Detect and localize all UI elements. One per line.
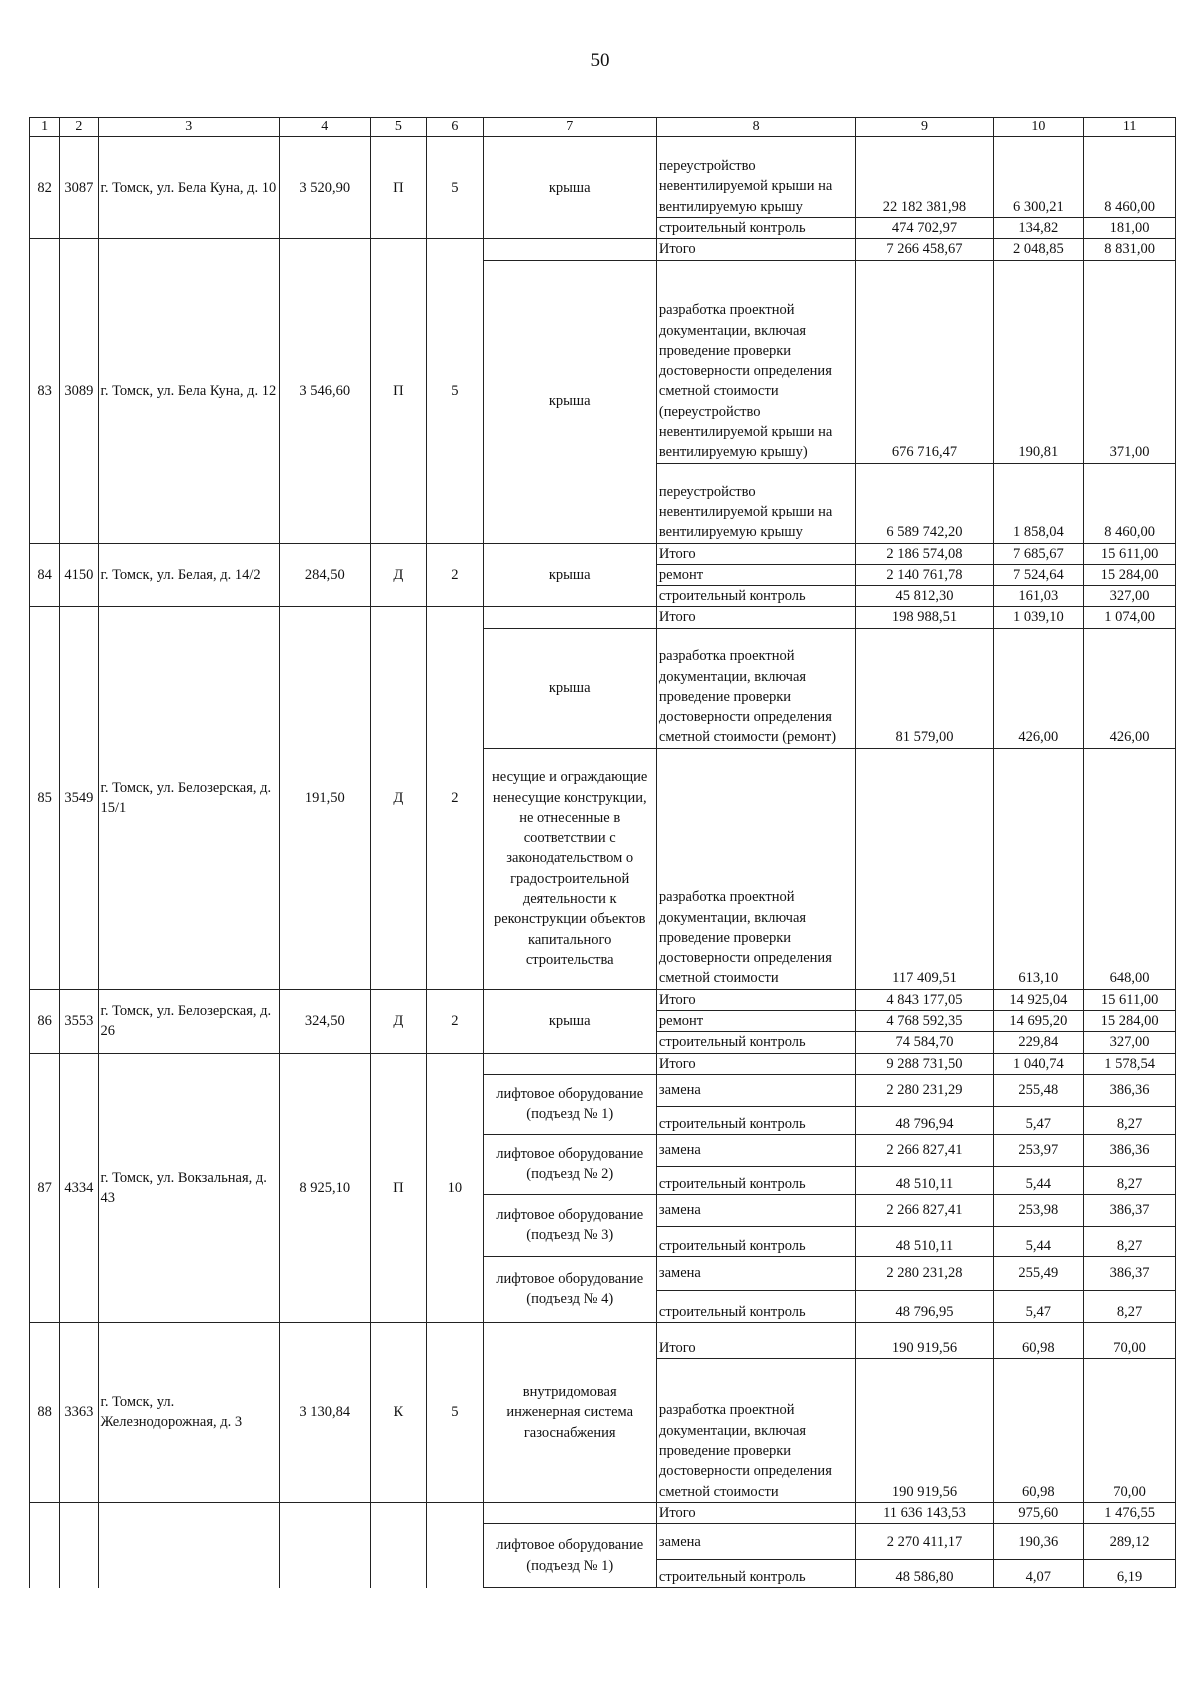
max-unit-cost: 648,00 — [1084, 748, 1176, 989]
house-code: 4334 — [60, 1053, 98, 1322]
max-unit-cost: 70,00 — [1084, 1322, 1176, 1358]
row-number: 82 — [30, 137, 60, 239]
empty-cell — [483, 1053, 656, 1074]
unit-cost: 161,03 — [993, 586, 1084, 607]
total-label: Итого — [656, 543, 856, 564]
col-header: 11 — [1084, 118, 1176, 137]
structural-element: крыша — [483, 989, 656, 1053]
house-code: 4150 — [60, 543, 98, 607]
cost: 4 768 592,35 — [856, 1011, 993, 1032]
floors: 5 — [427, 239, 483, 543]
cost: 2 266 827,41 — [856, 1194, 993, 1226]
cost: 22 182 381,98 — [856, 137, 993, 218]
total-label: Итого — [656, 239, 856, 260]
floors: 10 — [427, 1053, 483, 1322]
max-unit-cost: 8,27 — [1084, 1166, 1176, 1194]
max-unit-cost: 15 284,00 — [1084, 564, 1176, 585]
work-type: разработка проектной документации, включая проведение проверки достоверности определения сметной стоимости — [656, 748, 856, 989]
house-code: 3089 — [60, 239, 98, 543]
max-unit-cost: 327,00 — [1084, 586, 1176, 607]
empty-cell — [60, 1502, 98, 1587]
table-row — [30, 989, 1176, 1010]
max-unit-cost: 289,12 — [1084, 1524, 1176, 1560]
cost: 2 270 411,17 — [856, 1524, 993, 1560]
address: г. Томск, ул. Железнодорожная, д. 3 — [98, 1322, 279, 1502]
structural-element: крыша — [483, 260, 656, 543]
structural-element: внутридомовая инженерная система газоснабжения — [483, 1322, 656, 1502]
unit-cost: 190,36 — [993, 1524, 1084, 1560]
floors: 2 — [427, 607, 483, 989]
max-unit-cost: 8,27 — [1084, 1226, 1176, 1256]
empty-cell — [370, 1502, 426, 1587]
work-type: замена — [656, 1194, 856, 1226]
empty-cell — [30, 1502, 60, 1587]
row-number: 85 — [30, 607, 60, 989]
work-type: разработка проектной документации, включая проведение проверки достоверности определения сметной стоимости — [656, 1358, 856, 1502]
total-label: Итого — [656, 607, 856, 628]
wall-material: Д — [370, 543, 426, 607]
house-code: 3553 — [60, 989, 98, 1053]
table-row — [30, 137, 1176, 218]
total-label: Итого — [656, 1502, 856, 1523]
wall-material: Д — [370, 607, 426, 989]
cost: 2 280 231,28 — [856, 1256, 993, 1290]
empty-cell — [98, 1502, 279, 1587]
unit-cost: 60,98 — [993, 1322, 1084, 1358]
table-row — [30, 607, 1176, 628]
unit-cost: 7 685,67 — [993, 543, 1084, 564]
col-header: 2 — [60, 118, 98, 137]
max-unit-cost: 386,36 — [1084, 1134, 1176, 1166]
address: г. Томск, ул. Белая, д. 14/2 — [98, 543, 279, 607]
cost: 6 589 742,20 — [856, 463, 993, 543]
floors: 5 — [427, 137, 483, 239]
total-label: Итого — [656, 989, 856, 1010]
work-type: строительный контроль — [656, 1226, 856, 1256]
floors: 2 — [427, 989, 483, 1053]
empty-cell — [427, 1502, 483, 1587]
row-number: 88 — [30, 1322, 60, 1502]
empty-cell — [279, 1502, 370, 1587]
unit-cost: 975,60 — [993, 1502, 1084, 1523]
house-code: 3087 — [60, 137, 98, 239]
col-header: 7 — [483, 118, 656, 137]
max-unit-cost: 371,00 — [1084, 260, 1176, 463]
col-header: 9 — [856, 118, 993, 137]
work-type: строительный контроль — [656, 1166, 856, 1194]
work-type: строительный контроль — [656, 1290, 856, 1322]
structural-element: крыша — [483, 543, 656, 607]
wall-material: П — [370, 137, 426, 239]
max-unit-cost: 8,27 — [1084, 1290, 1176, 1322]
area: 8 925,10 — [279, 1053, 370, 1322]
unit-cost: 426,00 — [993, 628, 1084, 748]
cost: 4 843 177,05 — [856, 989, 993, 1010]
structural-element: лифтовое оборудование (подъезд № 3) — [483, 1194, 656, 1256]
max-unit-cost: 426,00 — [1084, 628, 1176, 748]
col-header: 1 — [30, 118, 60, 137]
unit-cost: 6 300,21 — [993, 137, 1084, 218]
area: 284,50 — [279, 543, 370, 607]
work-type: строительный контроль — [656, 1032, 856, 1053]
unit-cost: 14 925,04 — [993, 989, 1084, 1010]
cost: 2 140 761,78 — [856, 564, 993, 585]
cost: 2 280 231,29 — [856, 1074, 993, 1106]
max-unit-cost: 15 284,00 — [1084, 1011, 1176, 1032]
structural-element: лифтовое оборудование (подъезд № 1) — [483, 1524, 656, 1588]
cost: 9 288 731,50 — [856, 1053, 993, 1074]
col-header: 3 — [98, 118, 279, 137]
unit-cost: 14 695,20 — [993, 1011, 1084, 1032]
structural-element: лифтовое оборудование (подъезд № 4) — [483, 1256, 656, 1322]
cost: 117 409,51 — [856, 748, 993, 989]
max-unit-cost: 1 476,55 — [1084, 1502, 1176, 1523]
unit-cost: 1 858,04 — [993, 463, 1084, 543]
cost: 81 579,00 — [856, 628, 993, 748]
wall-material: К — [370, 1322, 426, 1502]
cost: 474 702,97 — [856, 218, 993, 239]
max-unit-cost: 8 460,00 — [1084, 137, 1176, 218]
work-type: строительный контроль — [656, 218, 856, 239]
area: 3 546,60 — [279, 239, 370, 543]
unit-cost: 613,10 — [993, 748, 1084, 989]
work-type: строительный контроль — [656, 1106, 856, 1134]
cost: 48 796,95 — [856, 1290, 993, 1322]
unit-cost: 60,98 — [993, 1358, 1084, 1502]
total-label: Итого — [656, 1322, 856, 1358]
unit-cost: 5,47 — [993, 1106, 1084, 1134]
row-number: 87 — [30, 1053, 60, 1322]
unit-cost: 5,47 — [993, 1290, 1084, 1322]
table-row — [30, 239, 1176, 260]
unit-cost: 253,98 — [993, 1194, 1084, 1226]
unit-cost: 2 048,85 — [993, 239, 1084, 260]
address: г. Томск, ул. Белозерская, д. 26 — [98, 989, 279, 1053]
work-type: ремонт — [656, 1011, 856, 1032]
work-type: разработка проектной документации, включая проведение проверки достоверности определения сметной стоимости (переустройство невентилируемой крыши на вентилируемую крышу) — [656, 260, 856, 463]
area: 3 130,84 — [279, 1322, 370, 1502]
col-header: 10 — [993, 118, 1084, 137]
max-unit-cost: 181,00 — [1084, 218, 1176, 239]
max-unit-cost: 8 831,00 — [1084, 239, 1176, 260]
wall-material: П — [370, 239, 426, 543]
cost: 2 266 827,41 — [856, 1134, 993, 1166]
structural-element: крыша — [483, 628, 656, 748]
col-header: 4 — [279, 118, 370, 137]
work-type: переустройство невентилируемой крыши на вентилируемую крышу — [656, 463, 856, 543]
max-unit-cost: 386,36 — [1084, 1074, 1176, 1106]
table-row — [30, 543, 1176, 564]
col-header: 6 — [427, 118, 483, 137]
col-header: 8 — [656, 118, 856, 137]
max-unit-cost: 15 611,00 — [1084, 989, 1176, 1010]
table-row — [30, 1053, 1176, 1074]
unit-cost: 1 039,10 — [993, 607, 1084, 628]
empty-cell — [483, 607, 656, 628]
cost: 11 636 143,53 — [856, 1502, 993, 1523]
cost: 190 919,56 — [856, 1322, 993, 1358]
cost: 7 266 458,67 — [856, 239, 993, 260]
work-type: разработка проектной документации, включая проведение проверки достоверности определения сметной стоимости (ремонт) — [656, 628, 856, 748]
max-unit-cost: 327,00 — [1084, 1032, 1176, 1053]
max-unit-cost: 8 460,00 — [1084, 463, 1176, 543]
max-unit-cost: 15 611,00 — [1084, 543, 1176, 564]
empty-cell — [483, 1502, 656, 1523]
max-unit-cost: 6,19 — [1084, 1560, 1176, 1588]
header-row — [30, 118, 1176, 137]
area: 191,50 — [279, 607, 370, 989]
work-type: замена — [656, 1134, 856, 1166]
cost: 45 812,30 — [856, 586, 993, 607]
floors: 5 — [427, 1322, 483, 1502]
area: 3 520,90 — [279, 137, 370, 239]
unit-cost: 5,44 — [993, 1166, 1084, 1194]
unit-cost: 229,84 — [993, 1032, 1084, 1053]
total-label: Итого — [656, 1053, 856, 1074]
address: г. Томск, ул. Бела Куна, д. 12 — [98, 239, 279, 543]
max-unit-cost: 70,00 — [1084, 1358, 1176, 1502]
row-number: 83 — [30, 239, 60, 543]
unit-cost: 255,49 — [993, 1256, 1084, 1290]
empty-cell — [483, 239, 656, 260]
cost: 48 586,80 — [856, 1560, 993, 1588]
address: г. Томск, ул. Вокзальная, д. 43 — [98, 1053, 279, 1322]
cost: 676 716,47 — [856, 260, 993, 463]
work-type: замена — [656, 1524, 856, 1560]
max-unit-cost: 8,27 — [1084, 1106, 1176, 1134]
structural-element: лифтовое оборудование (подъезд № 2) — [483, 1134, 656, 1194]
cost: 2 186 574,08 — [856, 543, 993, 564]
wall-material: Д — [370, 989, 426, 1053]
table-row — [30, 1322, 1176, 1358]
work-type: переустройство невентилируемой крыши на вентилируемую крышу — [656, 137, 856, 218]
cost: 48 510,11 — [856, 1226, 993, 1256]
address: г. Томск, ул. Белозерская, д. 15/1 — [98, 607, 279, 989]
area: 324,50 — [279, 989, 370, 1053]
work-type: ремонт — [656, 564, 856, 585]
house-code: 3549 — [60, 607, 98, 989]
max-unit-cost: 386,37 — [1084, 1194, 1176, 1226]
floors: 2 — [427, 543, 483, 607]
row-number: 86 — [30, 989, 60, 1053]
unit-cost: 4,07 — [993, 1560, 1084, 1588]
unit-cost: 253,97 — [993, 1134, 1084, 1166]
max-unit-cost: 1 578,54 — [1084, 1053, 1176, 1074]
cost: 74 584,70 — [856, 1032, 993, 1053]
structural-element: лифтовое оборудование (подъезд № 1) — [483, 1074, 656, 1134]
page-number: 50 — [590, 50, 610, 71]
table-row — [30, 1502, 1176, 1523]
address: г. Томск, ул. Бела Куна, д. 10 — [98, 137, 279, 239]
cost: 48 796,94 — [856, 1106, 993, 1134]
cost: 198 988,51 — [856, 607, 993, 628]
wall-material: П — [370, 1053, 426, 1322]
work-type: замена — [656, 1256, 856, 1290]
capital-repair-table — [29, 117, 1176, 1588]
structural-element: несущие и ограждающие ненесущие конструкции, не отнесенные в соответствии с законодательством о градостроительной деятельности к реконструкции объектов капитального строительства — [483, 748, 656, 989]
structural-element: крыша — [483, 137, 656, 239]
max-unit-cost: 386,37 — [1084, 1256, 1176, 1290]
unit-cost: 7 524,64 — [993, 564, 1084, 585]
cost: 48 510,11 — [856, 1166, 993, 1194]
work-type: замена — [656, 1074, 856, 1106]
work-type: строительный контроль — [656, 586, 856, 607]
col-header: 5 — [370, 118, 426, 137]
unit-cost: 190,81 — [993, 260, 1084, 463]
row-number: 84 — [30, 543, 60, 607]
unit-cost: 1 040,74 — [993, 1053, 1084, 1074]
unit-cost: 134,82 — [993, 218, 1084, 239]
cost: 190 919,56 — [856, 1358, 993, 1502]
house-code: 3363 — [60, 1322, 98, 1502]
work-type: строительный контроль — [656, 1560, 856, 1588]
unit-cost: 5,44 — [993, 1226, 1084, 1256]
unit-cost: 255,48 — [993, 1074, 1084, 1106]
max-unit-cost: 1 074,00 — [1084, 607, 1176, 628]
